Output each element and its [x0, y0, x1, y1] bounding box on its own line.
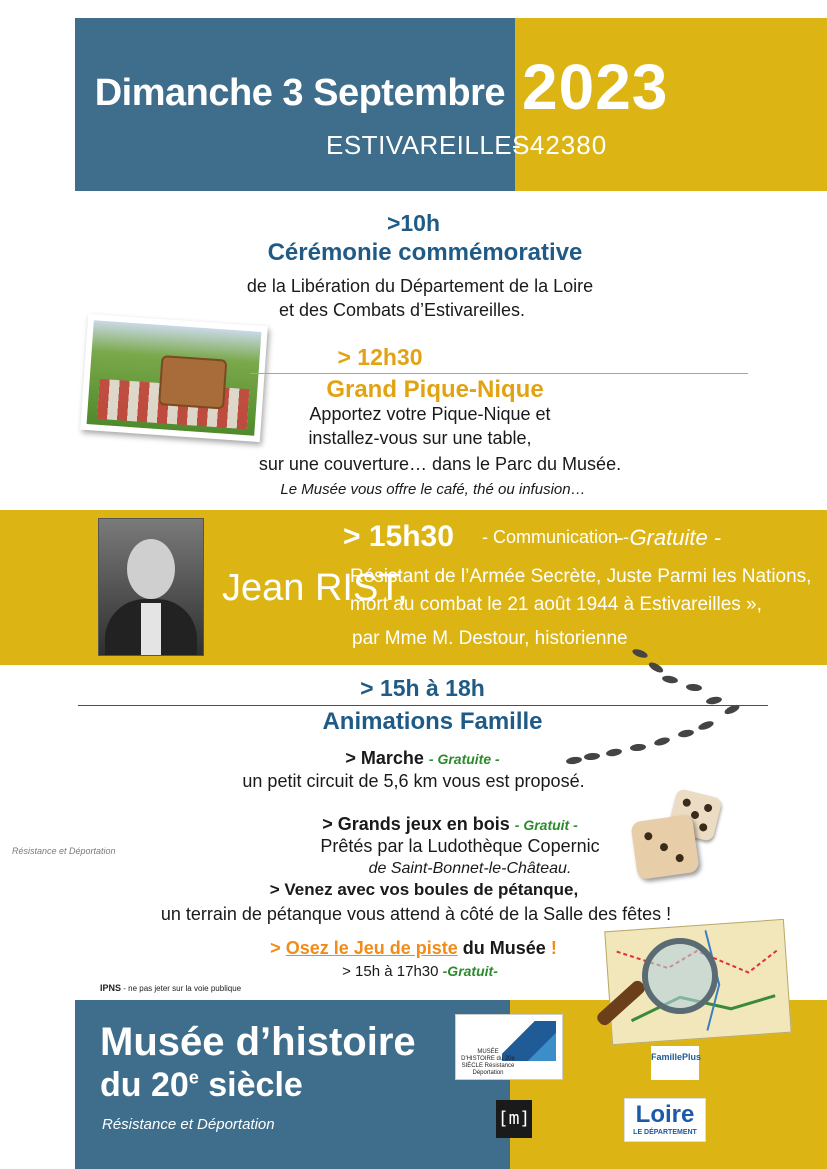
loire-logo-name: Loire: [635, 1101, 695, 1128]
footer-subtitle: Résistance et Déportation: [102, 1116, 275, 1133]
m-logo: [m]: [496, 1100, 532, 1138]
walk-label: > Marche: [345, 748, 424, 768]
musee-logo-text: MUSÉE D'HISTOIRE du 20e SIÈCLE Résistance Déportation: [461, 1049, 515, 1076]
loire-logo-sub: LE DÉPARTEMENT: [633, 1129, 697, 1136]
walk-heading: [0, 748, 827, 769]
event-zip: - 42380: [512, 130, 608, 160]
petanque-heading: > Venez avec vos boules de pétanque,: [269, 880, 579, 899]
talk-type: - Communication -: [482, 527, 630, 547]
talk-time: > 15h30: [343, 520, 454, 553]
picnic-divider: [250, 373, 748, 374]
animations-title: Animations Famille: [322, 708, 543, 735]
portrait-shirt: [141, 603, 161, 655]
speaker-portrait: [98, 518, 204, 656]
games-label: > Grands jeux en bois: [322, 814, 510, 834]
trail-suffix: du Musée: [462, 938, 546, 958]
event-date: Dimanche 3 Septembre: [94, 72, 505, 114]
event-year: 2023: [522, 51, 669, 123]
event-town: ESTIVAREILLES: [326, 130, 530, 160]
walk-desc: un petit circuit de 5,6 km vous est proposé.: [242, 771, 585, 791]
speaker-name: Jean RIST,: [222, 567, 408, 609]
side-note: Résistance et Déportation: [12, 846, 116, 856]
trail-mark: !: [550, 938, 557, 958]
talk-presenter: par Mme M. Destour, historienne: [352, 628, 628, 649]
ceremony-time: >10h: [386, 210, 441, 236]
dice-icon-large: [630, 814, 699, 880]
ipns-label: IPNS: [100, 983, 122, 993]
animations-divider: [78, 705, 768, 706]
trail-time: > 15h à 17h30: [342, 963, 439, 980]
animations-time: > 15h à 18h: [360, 675, 485, 701]
ceremony-line-1: de la Libération du Département de la Loire: [246, 276, 594, 296]
musee-logo: [455, 1014, 563, 1080]
ipns-text: - ne pas jeter sur la voie publique: [123, 984, 242, 993]
talk-desc-2: mort au combat le 21 août 1944 à Estivareilles »,: [350, 594, 762, 615]
footer-title-1: Musée d’histoire: [100, 1020, 416, 1064]
portrait-head: [127, 539, 175, 599]
games-desc: Prêtés par la Ludothèque Copernic: [320, 836, 600, 856]
ceremony-title: Cérémonie commémorative: [267, 239, 583, 266]
ipns-notice: [100, 983, 241, 993]
picnic-line-1: Apportez votre Pique-Nique et: [309, 404, 551, 424]
trail-prefix: >: [270, 938, 281, 958]
trail-free: -Gratuit-: [442, 963, 498, 979]
picnic-note: Le Musée vous offre le café, thé ou infusion…: [280, 481, 586, 498]
trail-link[interactable]: Osez le Jeu de piste: [285, 938, 458, 958]
games-free: - Gratuit -: [514, 817, 578, 833]
talk-free-badge: - Gratuite -: [616, 525, 722, 550]
loire-logo: [624, 1098, 706, 1142]
footer-title-2: [100, 1066, 303, 1105]
footer-title-2-sup: e: [188, 1067, 199, 1088]
talk-desc-1: Résistant de l’Armée Secrète, Juste Parmi les Nations,: [350, 566, 812, 587]
picnic-line-3: sur une couverture… dans le Parc du Musée.: [258, 454, 622, 474]
basket-shape: [158, 355, 227, 409]
walk-free: - Gratuite -: [428, 751, 500, 767]
famille-plus-logo: FamillePlus: [651, 1046, 699, 1080]
petanque-desc: un terrain de pétanque vous attend à côté de la Salle des fêtes !: [160, 904, 672, 924]
picnic-time: > 12h30: [337, 344, 423, 370]
footer-title-2-post: siècle: [198, 1066, 303, 1104]
games-place: de Saint-Bonnet-le-Château.: [368, 860, 572, 877]
picnic-title: Grand Pique-Nique: [326, 376, 544, 403]
ceremony-line-2: et des Combats d’Estivareilles.: [278, 300, 526, 320]
footer-title-2-pre: du 20: [100, 1066, 189, 1104]
picnic-line-2: installez-vous sur une table,: [308, 428, 532, 448]
magnifier-icon: [642, 938, 718, 1014]
